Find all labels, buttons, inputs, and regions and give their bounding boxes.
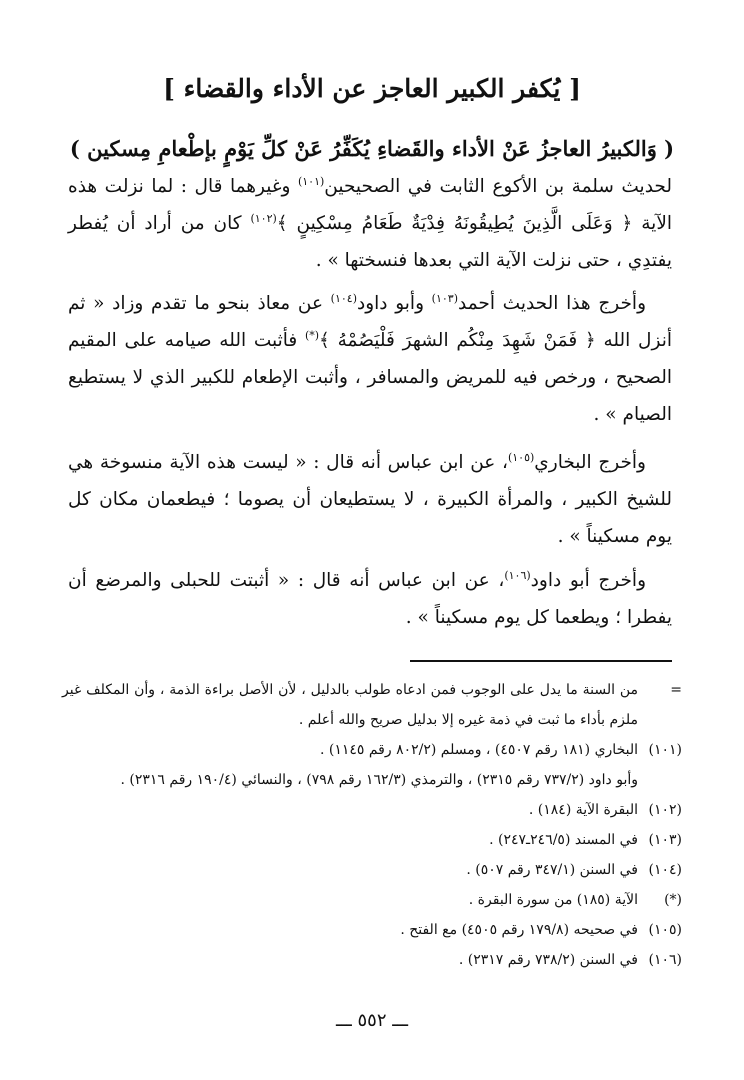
footnote-continuation <box>62 675 682 735</box>
page-number: ـــ ٥٥٢ ـــ <box>335 1010 409 1031</box>
paragraph-intro <box>68 168 672 279</box>
footnote-mark: (١٠٤) <box>648 862 682 878</box>
footnote-ref: (١٠٦) <box>504 568 531 582</box>
footnote-ref: (١٠١) <box>297 174 325 188</box>
matn-subheading: ( وَالكبيرُ العاجزُ عَنْ الأداء والقَضاءِ يُكَفِّرُ عَنْ كلِّ يَوْمٍ بإطْعامِ مِسكين ) <box>69 136 675 161</box>
text-run: ، عن ابن عباس أنه قال : « أثبتت للحبلى والمرضع أن يفطرا ؛ ويطعما كل يوم مسكيناً » . <box>68 570 672 628</box>
paragraph-bukhari <box>68 444 672 555</box>
footnote-text: في المسند (٢٤٦/٥ـ٢٤٧) . <box>489 832 638 848</box>
footnote-ref: (*) <box>304 328 320 342</box>
footnote-ref: (١٠٣) <box>431 291 458 305</box>
footnote-item <box>62 915 682 945</box>
footnote-item <box>62 765 682 795</box>
footnote-text: البخاري (١٨١ رقم ٤٥٠٧) ، ومسلم (٨٠٢/٢ رقم ١١٤٥) . <box>319 742 638 758</box>
footnote-item <box>62 855 682 885</box>
text-run: وأخرج البخاري <box>534 452 646 473</box>
footnote-mark: (*) <box>664 892 682 908</box>
footnote-item <box>62 795 682 825</box>
footnote-item <box>62 735 682 765</box>
footnote-text: في السنن (٣٤٧/١ رقم ٥٠٧) . <box>466 862 638 878</box>
footnote-mark: = <box>670 682 682 698</box>
footnote-text: الآية (١٨٥) من سورة البقرة . <box>468 892 638 908</box>
text-run: وأخرج أبو داود <box>530 570 647 591</box>
text-run: وأبو داود <box>357 293 432 314</box>
footnote-divider <box>410 660 672 662</box>
footnote-mark: (١٠٣) <box>648 832 682 848</box>
text-run: ، عن ابن عباس أنه قال : « ليست هذه الآية منسوخة هي للشيخ الكبير ، والمرأة الكبيرة ، لا يستطيعان أن يصوما ؛ فيطعمان مكان كل يوم مسكيناً » . <box>68 452 672 547</box>
footnote-item <box>62 945 682 975</box>
footnote-ref: (١٠٤) <box>330 291 357 305</box>
footnote-text: في السنن (٧٣٨/٢ رقم ٢٣١٧) . <box>458 952 638 968</box>
footnotes-section <box>62 675 682 975</box>
text-run: وغيرهما قال : لما نزلت هذه الآية ﴿ وَعَلَى الَّذِينَ يُطِيقُونَهُ فِدْيَةٌ طَعَامُ مِسْكِينٍ ﴾ <box>68 176 673 234</box>
footnote-ref: (١٠٢) <box>250 211 277 225</box>
text-run: كان من أراد أن يُفطر يفتدِي ، حتى نزلت الآية التي بعدها فنسختها » . <box>68 213 672 271</box>
footnote-mark: (١٠١) <box>648 742 682 758</box>
text-run: فأثبت الله صيامه على المقيم الصحيح ، ورخص فيه للمريض والمسافر ، وأثبت الإطعام للكبير الذي لا يستطيع الصيام » . <box>68 330 672 425</box>
text-run: عن معاذ بنحو ما تقدم وزاد « ثم أنزل الله ﴿ فَمَنْ شَهِدَ مِنْكُم الشهرَ فَلْيَصُمْهُ ﴾ <box>68 293 672 351</box>
text-run: وأخرج هذا الحديث أحمد <box>458 293 646 314</box>
footnote-text: البقرة الآية (١٨٤) . <box>528 802 638 818</box>
footnote-text: من السنة ما يدل على الوجوب فمن ادعاه طولب بالدليل ، لأن الأصل براءة الذمة ، وأن المكلف غير ملزم بأداء ما ثبت في ذمة غيره إلا بدليل صريح والله أعلم . <box>62 682 638 728</box>
footnote-item <box>62 825 682 855</box>
footnote-text: في صحيحه (١٧٩/٨ رقم ٤٥٠٥) مع الفتح . <box>400 922 638 938</box>
text-run: لحديث سلمة بن الأكوع الثابت في الصحيحين <box>324 176 672 197</box>
footnote-mark: (١٠٢) <box>648 802 682 818</box>
chapter-heading: [ يُكفر الكبير العاجز عن الأداء والقضاء ] <box>163 74 581 103</box>
footnote-mark: (١٠٥) <box>648 922 682 938</box>
footnote-mark: (١٠٦) <box>648 952 682 968</box>
paragraph-abu-dawud <box>68 562 672 636</box>
footnote-item <box>62 885 682 915</box>
paragraph-ahmad <box>68 285 672 433</box>
footnote-ref: (١٠٥) <box>507 450 535 464</box>
footnote-text: وأبو داود (٧٣٧/٢ رقم ٢٣١٥) ، والترمذي (١٦٢/٣ رقم ٧٩٨) ، والنسائي (١٩٠/٤ رقم ٢٣١٦) . <box>120 772 638 788</box>
